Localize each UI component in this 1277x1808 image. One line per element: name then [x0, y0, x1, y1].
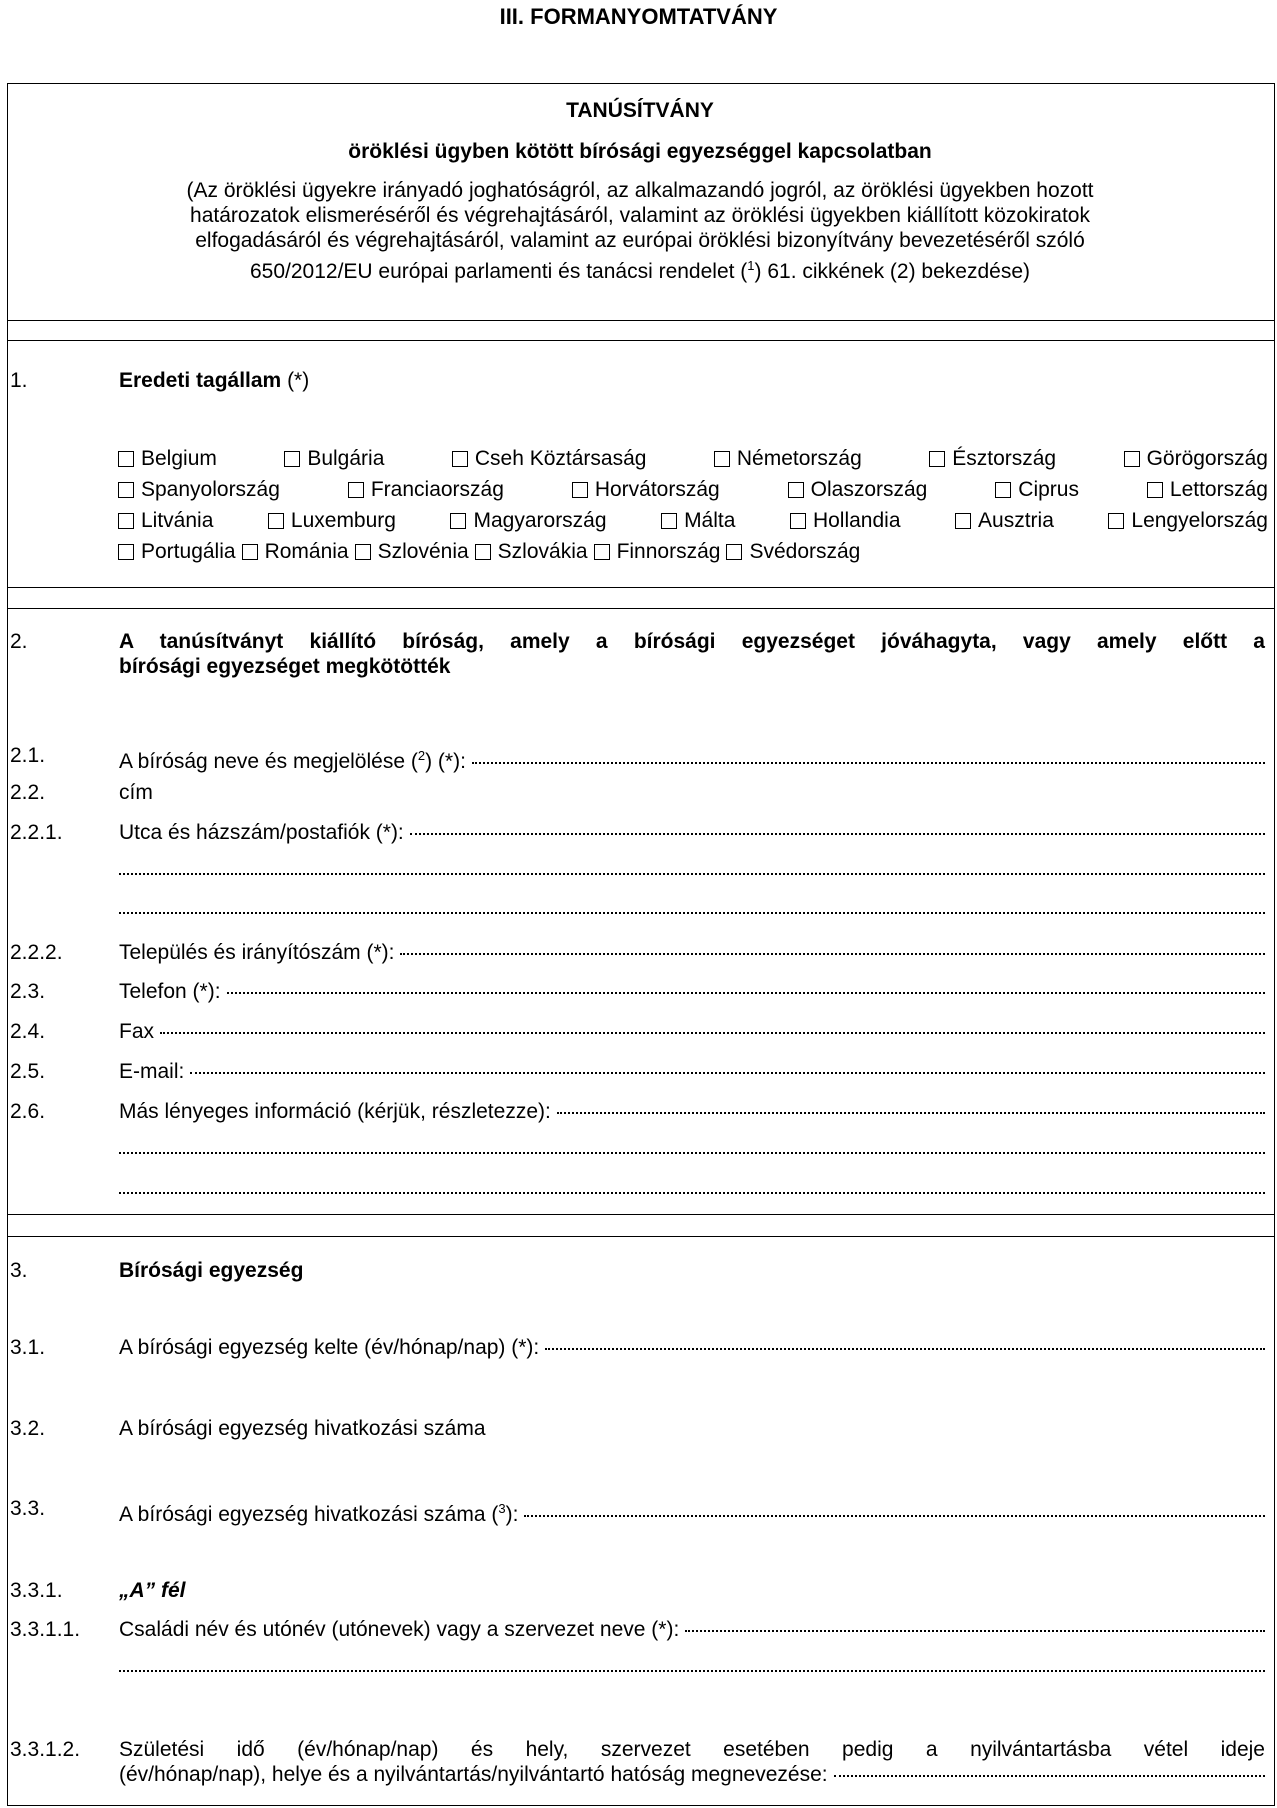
- other-information-continuation[interactable]: [119, 1192, 1265, 1194]
- checkbox-latvia[interactable]: Lettország: [1147, 478, 1268, 502]
- divider: [7, 1236, 1275, 1237]
- checkbox-cyprus[interactable]: Ciprus: [995, 478, 1079, 502]
- section-2-heading: 2. A tanúsítványt kiállító bíróság, amely a bírósági egyezséget jóváhagyta, vagy amely előtt a bírósági egyezséget megkötötték: [10, 630, 1265, 678]
- checkbox-portugal[interactable]: Portugália: [118, 540, 236, 564]
- checkbox-hungary[interactable]: Magyarország: [450, 509, 606, 533]
- legal-basis-text: (Az öröklési ügyekre irányadó joghatóságról, az alkalmazandó jogról, az öröklési ügyekben hozott határozatok elismeréséről és végrehajtásáról, valamint az öröklési ügyekben kiállított közokiratok elfogadásáról és végrehajtásáról, valamint az európai öröklési bizonyítvány bevezetéséről szóló 650/2012/EU európai parlamenti és tanácsi rendelet ($^1$) 61. cikkének (2) bekezdése): [186, 179, 1094, 283]
- checkbox-box[interactable]: [726, 544, 742, 560]
- telephone-input[interactable]: [227, 992, 1265, 994]
- fax-input[interactable]: [160, 1032, 1265, 1034]
- checkbox-box[interactable]: [594, 544, 610, 560]
- checkbox-box[interactable]: [788, 482, 804, 498]
- checkbox-france[interactable]: Franciaország: [348, 478, 504, 502]
- checkbox-box[interactable]: [118, 482, 134, 498]
- checkbox-box[interactable]: [348, 482, 364, 498]
- checkbox-slovenia[interactable]: Szlovénia: [355, 540, 469, 564]
- checkbox-germany[interactable]: Németország: [714, 447, 862, 471]
- divider: [7, 340, 1275, 341]
- checkbox-box[interactable]: [450, 513, 466, 529]
- other-information-input[interactable]: [557, 1112, 1265, 1114]
- certificate-title: TANÚSÍTVÁNY: [566, 99, 714, 122]
- checkbox-bulgaria[interactable]: Bulgária: [284, 447, 384, 471]
- divider: [7, 587, 1275, 588]
- checkbox-greece[interactable]: Görögország: [1124, 447, 1268, 471]
- checkbox-poland[interactable]: Lengyelország: [1108, 509, 1268, 533]
- checkbox-box[interactable]: [661, 513, 677, 529]
- checkbox-lithuania[interactable]: Litvánia: [118, 509, 213, 533]
- checkbox-box[interactable]: [268, 513, 284, 529]
- divider: [7, 320, 1275, 321]
- country-row: [118, 443, 1268, 474]
- member-state-checkboxes: [118, 443, 1268, 567]
- country-row: [118, 474, 1268, 505]
- checkbox-box[interactable]: [118, 451, 134, 467]
- street-input-continuation[interactable]: [119, 912, 1265, 914]
- settlement-reference-input[interactable]: [524, 1515, 1265, 1517]
- checkbox-austria[interactable]: Ausztria: [955, 509, 1054, 533]
- party-a-name-continuation[interactable]: [119, 1670, 1265, 1672]
- checkbox-sweden[interactable]: Svédország: [726, 540, 860, 564]
- checkbox-box[interactable]: [1108, 513, 1124, 529]
- checkbox-box[interactable]: [242, 544, 258, 560]
- checkbox-box[interactable]: [1124, 451, 1140, 467]
- checkbox-box[interactable]: [475, 544, 491, 560]
- email-input[interactable]: [190, 1072, 1265, 1074]
- certificate-subtitle: öröklési ügyben kötött bírósági egyezséggel kapcsolatban: [348, 140, 932, 163]
- checkbox-luxembourg[interactable]: Luxemburg: [268, 509, 396, 533]
- checkbox-box[interactable]: [452, 451, 468, 467]
- checkbox-box[interactable]: [355, 544, 371, 560]
- checkbox-finland[interactable]: Finnország: [594, 540, 721, 564]
- country-row: [118, 536, 1268, 567]
- checkbox-box[interactable]: [955, 513, 971, 529]
- street-input-continuation[interactable]: [119, 873, 1265, 875]
- party-a-name-input[interactable]: [685, 1630, 1265, 1632]
- country-row: [118, 505, 1268, 536]
- city-postcode-input[interactable]: [400, 953, 1265, 955]
- checkbox-box[interactable]: [790, 513, 806, 529]
- checkbox-box[interactable]: [1147, 482, 1163, 498]
- checkbox-box[interactable]: [572, 482, 588, 498]
- checkbox-box[interactable]: [929, 451, 945, 467]
- other-information-continuation[interactable]: [119, 1152, 1265, 1154]
- checkbox-box[interactable]: [118, 513, 134, 529]
- checkbox-malta[interactable]: Málta: [661, 509, 735, 533]
- field-party-a-birth: 3.3.1.2. Születési idő (év/hónap/nap) és hely, szervezet esetében pedig a nyilvántartásba vétel ideje (év/hónap/nap), helye és a nyilvántartás/nyilvántartó hatóság megnevezése:: [10, 1738, 1265, 1786]
- document-title: III. FORMANYOMTATVÁNY: [499, 4, 778, 29]
- party-a-birth-input[interactable]: [834, 1775, 1265, 1777]
- checkbox-italy[interactable]: Olaszország: [788, 478, 928, 502]
- street-input[interactable]: [410, 833, 1265, 835]
- checkbox-box[interactable]: [714, 451, 730, 467]
- checkbox-czech-republic[interactable]: Cseh Köztársaság: [452, 447, 647, 471]
- checkbox-netherlands[interactable]: Hollandia: [790, 509, 901, 533]
- divider: [7, 1214, 1275, 1215]
- footnote-ref: 1: [747, 258, 755, 273]
- settlement-date-input[interactable]: [545, 1348, 1265, 1350]
- checkbox-box[interactable]: [995, 482, 1011, 498]
- checkbox-spain[interactable]: Spanyolország: [118, 478, 280, 502]
- checkbox-slovakia[interactable]: Szlovákia: [475, 540, 588, 564]
- divider: [7, 608, 1275, 609]
- checkbox-box[interactable]: [118, 544, 134, 560]
- checkbox-croatia[interactable]: Horvátország: [572, 478, 720, 502]
- checkbox-box[interactable]: [284, 451, 300, 467]
- checkbox-estonia[interactable]: Észtország: [929, 447, 1056, 471]
- checkbox-belgium[interactable]: Belgium: [118, 447, 217, 471]
- court-name-input[interactable]: [472, 762, 1265, 764]
- checkbox-romania[interactable]: Románia: [242, 540, 349, 564]
